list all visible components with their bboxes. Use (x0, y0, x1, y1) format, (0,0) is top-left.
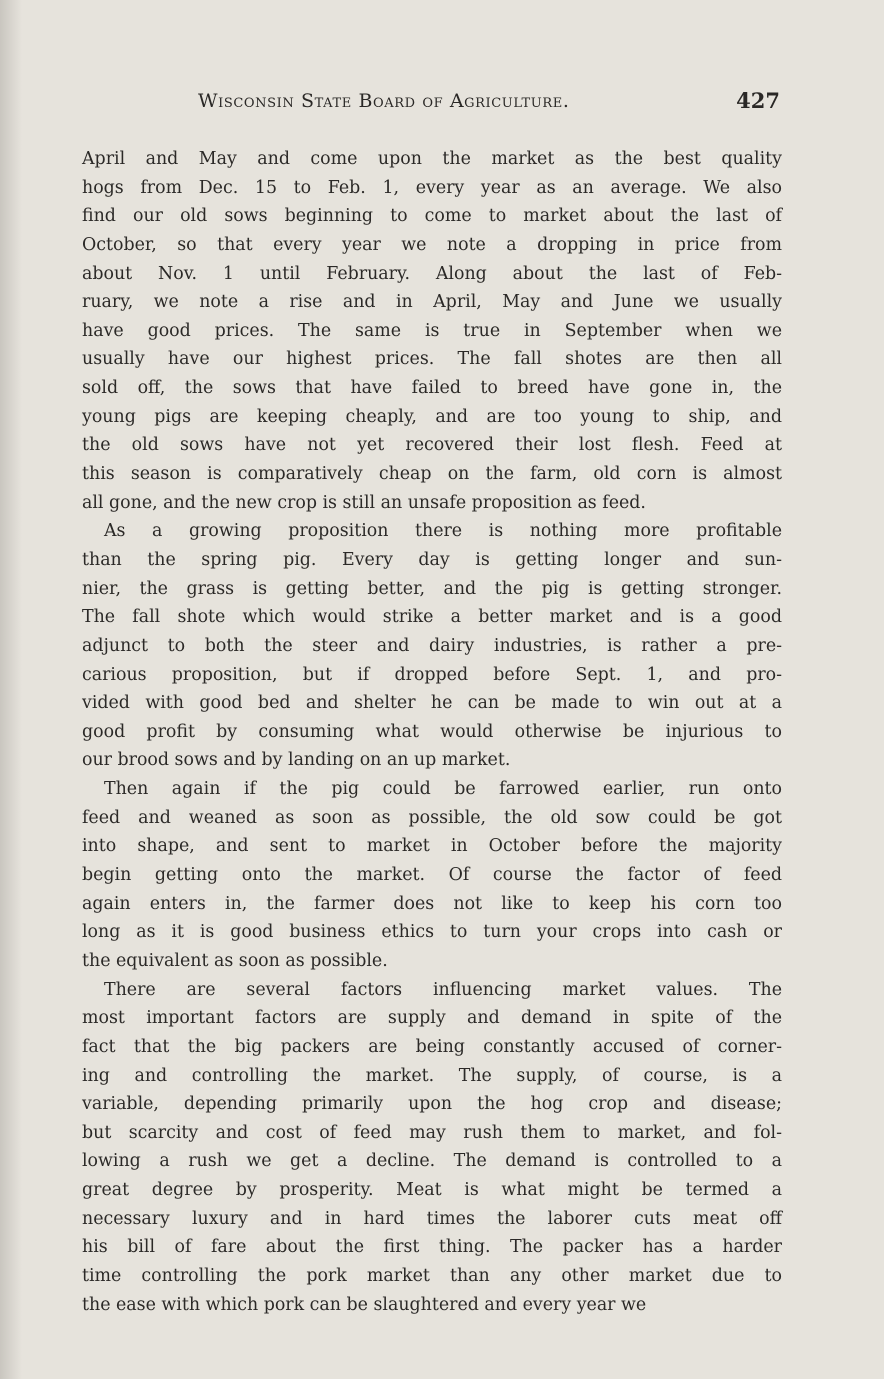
text-line: hogs from Dec. 15 to Feb. 1, every year as an average. We also (82, 177, 782, 198)
text-line: time controlling the pork market than any other market due to (82, 1265, 782, 1286)
text-line: good profit by consuming what would otherwise be injurious to (82, 721, 782, 742)
text-line: feed and weaned as soon as possible, the old sow could be got (82, 807, 782, 828)
text-line: As a growing proposition there is nothing more profitable (104, 521, 782, 542)
text-line: October, so that every year we note a dropping in price from (82, 234, 782, 255)
text-line: necessary luxury and in hard times the laborer cuts meat off (82, 1208, 782, 1229)
text-line: usually have our highest prices. The fall shotes are then all (82, 349, 782, 370)
text-line: young pigs are keeping cheaply, and are too young to ship, and (82, 406, 782, 427)
text-line: great degree by prosperity. Meat is what might be termed a (82, 1180, 782, 1201)
paragraph-3 (82, 775, 782, 975)
text-line: Then again if the pig could be farrowed earlier, run onto (104, 779, 782, 800)
text-line: this season is comparatively cheap on the farm, old corn is almost (82, 464, 782, 485)
text-line: vided with good bed and shelter he can be made to win out at a (82, 693, 782, 714)
paragraph-1 (82, 145, 782, 517)
text-line: into shape, and sent to market in October before the majority (82, 836, 782, 857)
paragraph-4 (82, 976, 782, 1320)
page-gutter-shadow (0, 0, 22, 1379)
text-line: adjunct to both the steer and dairy industries, is rather a pre- (82, 635, 782, 656)
text-line: than the spring pig. Every day is getting longer and sun- (82, 549, 782, 570)
text-line: begin getting onto the market. Of course the factor of feed (82, 865, 782, 886)
text-line: but scarcity and cost of feed may rush them to market, and fol- (82, 1122, 782, 1143)
text-line: the ease with which pork can be slaughtered and every year we (82, 1294, 647, 1315)
text-line: the equivalent as soon as possible. (82, 950, 388, 971)
text-line: about Nov. 1 until February. Along about the last of Feb- (82, 263, 782, 284)
running-title: Wisconsin State Board of Agriculture. (198, 90, 570, 112)
text-line: long as it is good business ethics to turn your crops into cash or (82, 922, 782, 943)
page-number: 427 (736, 88, 780, 113)
text-line: The fall shote which would strike a better market and is a good (82, 607, 782, 628)
paragraph-2 (82, 517, 782, 775)
text-line: our brood sows and by landing on an up market. (82, 750, 511, 771)
text-line: fact that the big packers are being constantly accused of corner- (82, 1036, 782, 1057)
page-header (82, 88, 782, 120)
text-line: his bill of fare about the first thing. The packer has a harder (82, 1237, 782, 1258)
text-line: find our old sows beginning to come to market about the last of (82, 206, 782, 227)
text-line: April and May and come upon the market as the best quality (82, 149, 782, 169)
text-line: There are several factors influencing market values. The (104, 979, 782, 1000)
text-line: ing and controlling the market. The supply, of course, is a (82, 1065, 782, 1086)
text-line: all gone, and the new crop is still an unsafe proposition as feed. (82, 492, 646, 513)
text-line: have good prices. The same is true in September when we (82, 320, 782, 341)
body-text (82, 145, 782, 1319)
text-line: variable, depending primarily upon the hog crop and disease; (82, 1094, 782, 1115)
text-line: carious proposition, but if dropped before Sept. 1, and pro- (82, 664, 782, 685)
text-line: lowing a rush we get a decline. The demand is controlled to a (82, 1151, 782, 1172)
text-line: nier, the grass is getting better, and the pig is getting stronger. (82, 578, 782, 599)
text-line: ruary, we note a rise and in April, May and June we usually (82, 292, 782, 313)
text-line: the old sows have not yet recovered their lost flesh. Feed at (82, 435, 782, 456)
text-line: again enters in, the farmer does not like to keep his corn too (82, 893, 782, 914)
text-line: sold off, the sows that have failed to breed have gone in, the (82, 378, 782, 399)
text-line: most important factors are supply and demand in spite of the (82, 1008, 782, 1029)
